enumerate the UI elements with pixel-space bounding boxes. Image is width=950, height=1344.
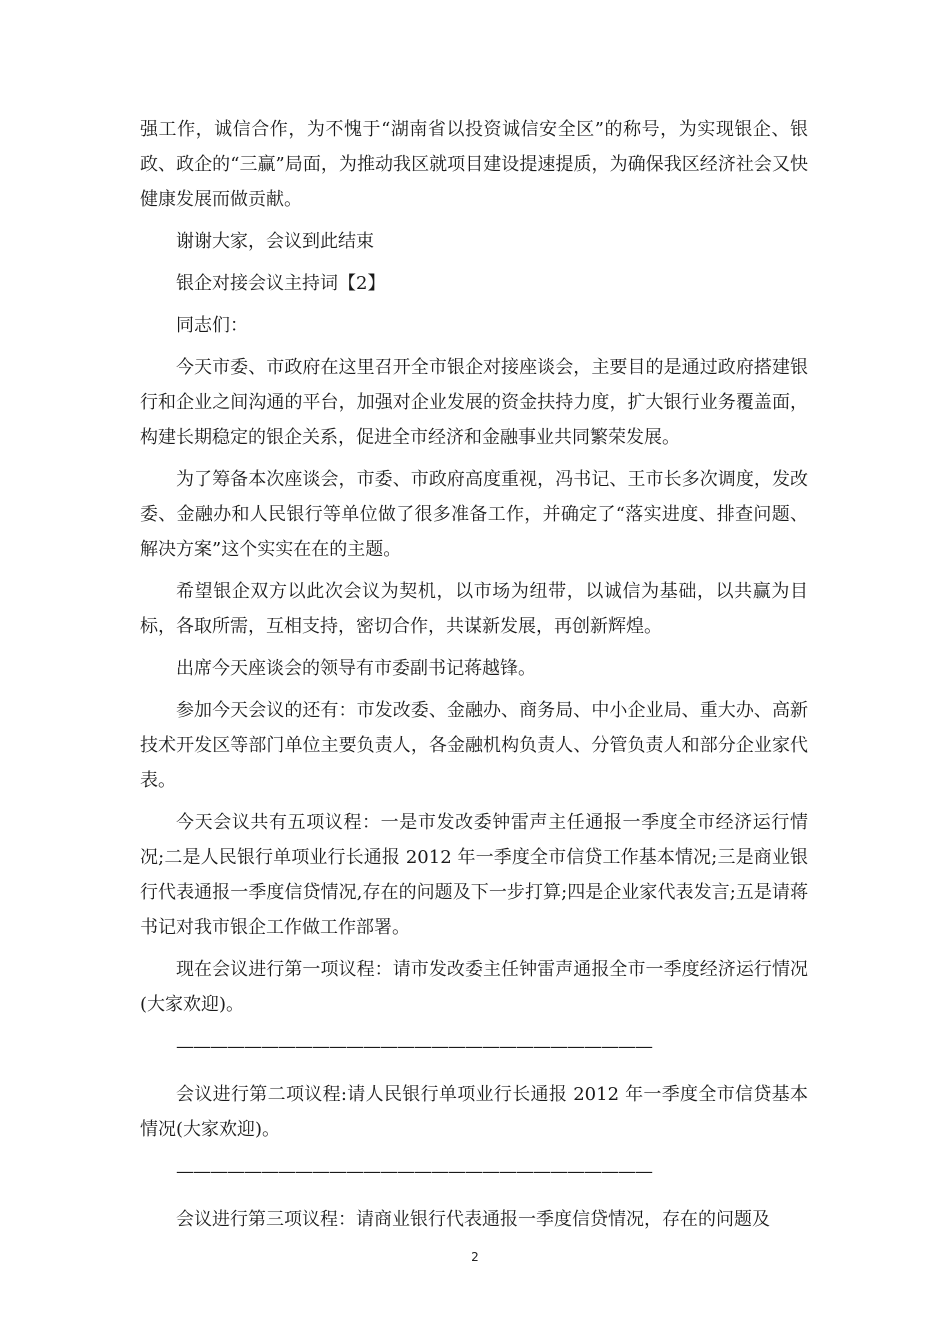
paragraph-continuation: 强工作，诚信合作，为不愧于“湖南省以投资诚信安全区”的称号，为实现银企、银政、政企的“三赢”局面，为推动我区就项目建设提速提质，为确保我区经济社会又快健康发展而做贡献。: [140, 119, 808, 210]
section-heading: 银企对接会议主持词【2】: [176, 273, 386, 294]
paragraph-agenda: 今天会议共有五项议程：一是市发改委钟雷声主任通报一季度全市经济运行情况;二是人民银行单项业行长通报 2012 年一季度全市信贷工作基本情况;三是商业银行代表通报一季度信贷情况,存在的问题及下一步打算;四是企业家代表发言;五是请蒋书记对我市银企工作做工作部署。: [140, 812, 808, 938]
paragraph-agenda-item-1: 现在会议进行第一项议程：请市发改委主任钟雷声通报全市一季度经济运行情况(大家欢迎)。: [140, 959, 808, 1015]
paragraph-salutation: 同志们：: [176, 315, 248, 336]
paragraph-leaders: 出席今天座谈会的领导有市委副书记蒋越锋。: [176, 658, 536, 679]
paragraph-agenda-item-3: 会议进行第三项议程：请商业银行代表通报一季度信贷情况，存在的问题及: [176, 1209, 770, 1230]
separator-line: ————————————————————————————: [176, 1036, 652, 1057]
document-body: [140, 112, 808, 1244]
paragraph-purpose: 今天市委、市政府在这里召开全市银企对接座谈会，主要目的是通过政府搭建银行和企业之间沟通的平台，加强对企业发展的资金扶持力度，扩大银行业务覆盖面，构建长期稳定的银企关系，促进全市经济和金融事业共同繁荣发展。: [140, 357, 808, 448]
page-number: 2: [471, 1250, 479, 1264]
paragraph-agenda-item-2: 会议进行第二项议程:请人民银行单项业行长通报 2012 年一季度全市信贷基本情况(大家欢迎)。: [140, 1084, 808, 1140]
separator-line: ————————————————————————————: [176, 1161, 652, 1182]
paragraph-attendees: 参加今天会议的还有：市发改委、金融办、商务局、中小企业局、重大办、高新技术开发区等部门单位主要负责人，各金融机构负责人、分管负责人和部分企业家代表。: [140, 700, 808, 791]
paragraph-preparation: 为了筹备本次座谈会，市委、市政府高度重视，冯书记、王市长多次调度，发改委、金融办和人民银行等单位做了很多准备工作，并确定了“落实进度、排查问题、解决方案”这个实实在在的主题。: [140, 469, 808, 560]
paragraph-closing: 谢谢大家，会议到此结束: [176, 231, 374, 252]
paragraph-hope: 希望银企双方以此次会议为契机，以市场为纽带，以诚信为基础，以共赢为目标，各取所需，互相支持，密切合作，共谋新发展，再创新辉煌。: [140, 581, 808, 637]
